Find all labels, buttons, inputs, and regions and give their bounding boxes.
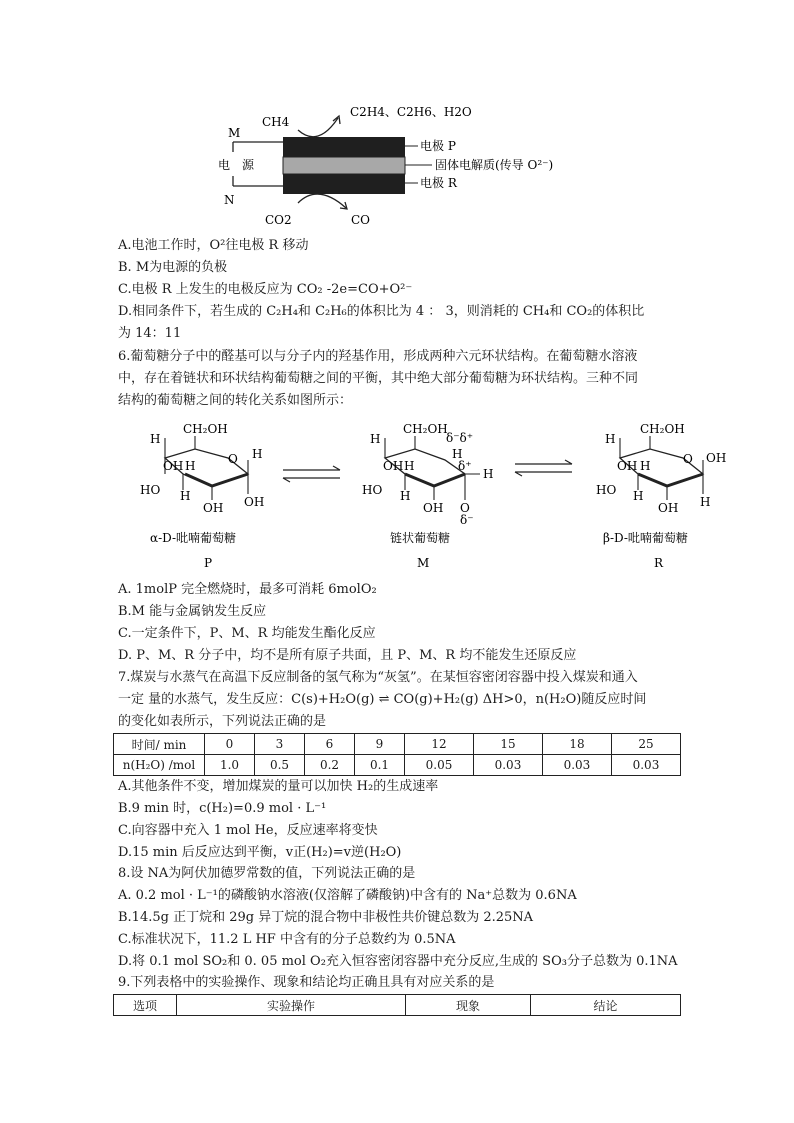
- q7-table-time: 9: [355, 734, 405, 755]
- beta-glucose-structure: [596, 422, 726, 515]
- q8-option-b: B.14.5g 正丁烷和 29g 异丁烷的混合物中非极性共价键总数为 2.25NA: [118, 910, 534, 925]
- q7-table-time: 6: [305, 734, 355, 755]
- q7-table-value: 0.03: [473, 755, 542, 776]
- q7-table-time-row: [114, 734, 681, 755]
- q7-option-a: A.其他条件不变，增加煤炭的量可以加快 H₂的生成速率: [118, 779, 439, 794]
- q6-option-a: A. 1molP 完全燃烧时，最多可消耗 6molO₂: [118, 582, 377, 597]
- alpha-glucose-structure: [140, 422, 264, 515]
- q5-option-a: A.电池工作时，O²往电极 R 移动: [118, 238, 309, 253]
- q7-stem-line3: 的变化如表所示，下列说法正确的是: [118, 714, 327, 729]
- electrode-r-label: 电极 R: [420, 176, 457, 190]
- q7-table-value: 0.2: [305, 755, 355, 776]
- q5-option-b: B. M为电源的负极: [118, 260, 228, 275]
- q8-option-a: A. 0.2 mol · L⁻¹的磷酸钠水溶液(仅溶解了磷酸钠)中含有的 Na⁺总数为 0.6NA: [118, 888, 577, 903]
- beta-oh-mid: OH: [617, 459, 638, 473]
- q7-table-time: 3: [255, 734, 305, 755]
- chain-ho-left: HO: [362, 483, 383, 497]
- q7-table-value: 1.0: [205, 755, 255, 776]
- beta-ch2oh: CH₂OH: [640, 422, 685, 436]
- alpha-ch2oh: CH₂OH: [183, 422, 228, 436]
- co-label: CO: [351, 213, 371, 227]
- q6-option-b: B.M 能与金属钠发生反应: [118, 604, 267, 619]
- chain-h-mid: H: [404, 459, 415, 473]
- chain-glucose-name: 链状葡萄糖: [390, 531, 451, 545]
- beta-glucose-name: β-D-吡喃葡萄糖: [603, 531, 688, 545]
- co2-label: CO2: [265, 213, 292, 227]
- q6-stem-line3: 结构的葡萄糖之间的转化关系如图所示：: [118, 393, 353, 408]
- chain-h-top: H: [370, 432, 381, 446]
- q8-stem: 8.设 NA为阿伏加德罗常数的值，下列说法正确的是: [118, 866, 416, 881]
- beta-ring-o: O: [683, 452, 693, 466]
- letter-p: P: [204, 556, 213, 570]
- electrode-p-label: 电极 P: [420, 139, 456, 153]
- alpha-ho-left: HO: [140, 483, 161, 497]
- alpha-h-right: H: [252, 447, 263, 461]
- letter-m: M: [417, 556, 430, 570]
- q7-table-time: 0: [205, 734, 255, 755]
- beta-h-bottom-right: H: [700, 495, 711, 509]
- letter-r: R: [654, 556, 664, 570]
- q9-header-operation: 实验操作: [177, 995, 406, 1016]
- chain-o-bottom: O: [460, 501, 470, 515]
- q7-table-value: 0.05: [405, 755, 474, 776]
- q6-stem-line1: 6.葡萄糖分子中的醛基可以与分子内的羟基作用，形成两种六元环状结构。在葡萄糖水溶液: [118, 349, 638, 364]
- terminal-m-label: M: [228, 126, 241, 140]
- chain-oh-lower: OH: [423, 501, 444, 515]
- q9-header-phenomenon: 现象: [406, 995, 531, 1016]
- terminal-n-label: N: [224, 193, 235, 207]
- chain-delta-mp: δ⁻δ⁺: [446, 431, 474, 445]
- products-label: C2H4、C2H6、H2O: [350, 105, 472, 119]
- q9-stem: 9.下列表格中的实验操作、现象和结论均正确且具有对应关系的是: [118, 975, 495, 990]
- q8-option-c: C.标准状况下，11.2 L HF 中含有的分子总数约为 0.5NA: [118, 932, 456, 947]
- beta-h-top: H: [605, 432, 616, 446]
- q7-option-c: C.向容器中充入 1 mol He，反应速率将变快: [118, 823, 378, 838]
- q7-table-time: 12: [405, 734, 474, 755]
- q5-option-d-line2: 为 14：11: [118, 326, 182, 341]
- q7-table-time: 25: [611, 734, 680, 755]
- q7-data-table: [113, 733, 681, 776]
- chain-oh-mid: OH: [383, 459, 404, 473]
- q7-stem-line1: 7.煤炭与水蒸气在高温下反应制备的氢气称为“灰氢”。在某恒容密闭容器中投入煤炭和通入: [118, 670, 638, 685]
- equilibrium-arrow-right: [515, 460, 572, 476]
- q6-option-c: C.一定条件下，P、M、R 均能发生酯化反应: [118, 626, 376, 641]
- beta-ho-left: HO: [596, 483, 617, 497]
- q5-option-c: C.电极 R 上发生的电极反应为 CO₂ -2e=CO+O²⁻: [118, 282, 413, 297]
- q9-table: [113, 994, 681, 1016]
- q7-option-b: B.9 min 时，c(H₂)=0.9 mol · L⁻¹: [118, 801, 327, 816]
- q8-option-d: D.将 0.1 mol SO₂和 0. 05 mol O₂充入恒容密闭容器中充分反应,生成的 SO₃分子总数为 0.1NA: [118, 954, 678, 969]
- q7-table-value: 0.5: [255, 755, 305, 776]
- alpha-h-top: H: [150, 432, 161, 446]
- chain-glucose-structure: [362, 422, 493, 527]
- chain-delta-plus: δ⁺: [458, 459, 472, 473]
- equilibrium-arrow-left: [283, 466, 340, 482]
- alpha-glucose-name: α-D-吡喃葡萄糖: [150, 531, 237, 545]
- electrolyte-label: 固体电解质(传导 O²⁻): [435, 158, 554, 172]
- beta-h-bottom: H: [633, 489, 644, 503]
- alpha-h-mid: H: [185, 459, 196, 473]
- chain-ch2oh: CH₂OH: [403, 422, 448, 436]
- q7-table-time: 18: [542, 734, 611, 755]
- q7-stem-line2: 一定 量的水蒸气，发生反应：C(s)+H₂O(g) ⇌ CO(g)+H₂(g) ΔH>0，n(H₂O)随反应时间: [118, 692, 647, 707]
- alpha-ring-o: O: [228, 452, 238, 466]
- power-source-label: 电 源: [218, 158, 255, 172]
- beta-oh-lower: OH: [658, 501, 679, 515]
- chain-h-bottom: H: [400, 489, 411, 503]
- beta-oh-right: OH: [706, 451, 727, 465]
- q9-table-header-row: [114, 995, 681, 1016]
- q7-option-d: D.15 min 后反应达到平衡，v正(H₂)=v逆(H₂O): [118, 845, 402, 860]
- q7-table-value: 0.03: [542, 755, 611, 776]
- alpha-oh-mid: OH: [163, 459, 184, 473]
- q9-header-option: 选项: [114, 995, 177, 1016]
- q9-header-conclusion: 结论: [531, 995, 681, 1016]
- q5-option-d-line1: D.相同条件下，若生成的 C₂H₄和 C₂H₆的体积比为 4 ： 3，则消耗的 CH₄和 CO₂的体积比: [118, 304, 645, 319]
- chain-delta-minus: δ⁻: [460, 513, 474, 527]
- q6-option-d: D. P、M、R 分子中，均不是所有原子共面，且 P、M、R 均不能发生还原反应: [118, 648, 577, 663]
- alpha-oh-bottom: OH: [244, 495, 265, 509]
- q7-table-value-row: [114, 755, 681, 776]
- ch4-label: CH4: [262, 115, 290, 129]
- q7-table-time: 15: [473, 734, 542, 755]
- alpha-oh-lower: OH: [203, 501, 224, 515]
- chain-h-right: H: [483, 467, 494, 481]
- q7-table-time-label: 时间/ min: [114, 734, 205, 755]
- chain-o-h: H: [452, 447, 463, 461]
- q6-stem-line2: 中，存在着链状和环状结构葡萄糖之间的平衡，其中绝大部分葡萄糖为环状结构。三种不同: [118, 371, 639, 386]
- beta-h-mid: H: [640, 459, 651, 473]
- q7-table-value: 0.03: [611, 755, 680, 776]
- alpha-h-bottom: H: [180, 489, 191, 503]
- q7-table-value: 0.1: [355, 755, 405, 776]
- q7-table-value-label: n(H₂O) /mol: [114, 755, 205, 776]
